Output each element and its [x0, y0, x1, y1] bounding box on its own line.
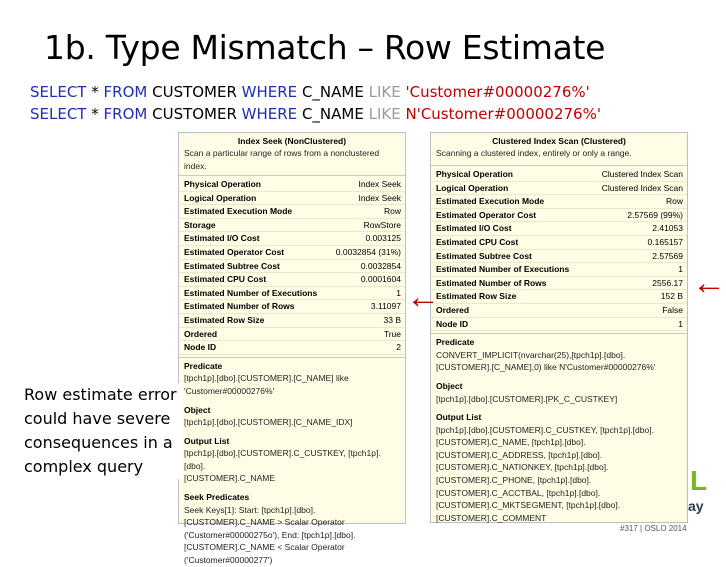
section-value: [CUSTOMER].C_NAME < Scalar Operator: [184, 542, 345, 553]
sql-star: *: [86, 83, 104, 101]
section-value: [CUSTOMER].C_NAME: [184, 473, 275, 484]
property-name: Physical Operation: [436, 169, 513, 179]
property-name: Storage: [184, 219, 216, 230]
property-name: Node ID: [436, 318, 469, 329]
index-seek-tooltip: [178, 132, 406, 566]
sql-column: C_NAME: [297, 83, 369, 101]
property-row: [179, 219, 405, 233]
property-value: 0.165157: [647, 236, 683, 247]
property-row: [431, 250, 687, 264]
sql-query-nvarchar: [30, 104, 601, 124]
section-value: Seek Keys[1]: Start: [tpch1p].[dbo].: [184, 504, 316, 515]
property-name: Estimated I/O Cost: [436, 223, 512, 234]
section-value: [tpch1p].[dbo].[CUSTOMER].[C_NAME] like: [184, 373, 349, 384]
section-value: [tpch1p].[dbo].[CUSTOMER].[C_NAME_IDX]: [184, 417, 353, 428]
property-row: [431, 209, 687, 223]
property-name: Estimated Operator Cost: [436, 209, 537, 220]
property-name: Estimated Row Size: [436, 291, 517, 302]
property-row: [431, 168, 687, 182]
clustered-index-scan-tooltip: [430, 132, 688, 523]
property-value: Row: [383, 206, 401, 217]
section-value: [tpch1p].[dbo].[CUSTOMER].[PK_C_CUSTKEY]: [436, 393, 618, 404]
section-value: [CUSTOMER].C_COMMENT: [436, 512, 547, 523]
property-value: 2.41053: [652, 223, 683, 234]
property-value: 2: [396, 342, 401, 353]
property-row: [179, 178, 405, 192]
property-name: Estimated Number of Executions: [184, 287, 318, 298]
divider: [431, 333, 687, 334]
property-list: [431, 168, 687, 331]
sql-keyword-like: LIKE: [368, 83, 401, 101]
sql-literal: 'Customer#00000276%': [400, 83, 590, 101]
property-name: Logical Operation: [436, 182, 509, 193]
property-row: [179, 232, 405, 246]
property-row: [431, 263, 687, 277]
section-value: [tpch1p].[dbo].[CUSTOMER].C_CUSTKEY, [tpch1p].[dbo].: [436, 424, 654, 435]
sql-keyword-where: WHERE: [241, 105, 298, 123]
property-row: [431, 290, 687, 304]
property-name: Estimated CPU Cost: [184, 274, 267, 285]
sql-literal: N'Customer#00000276%': [400, 105, 601, 123]
sql-keyword-from: FROM: [103, 105, 148, 123]
sql-table: CUSTOMER: [147, 83, 242, 101]
tooltip-description: Scanning a clustered index, entirely or only a range.: [436, 148, 632, 158]
slide-title: 1b. Type Mismatch – Row Estimate: [44, 28, 606, 67]
property-row: [179, 273, 405, 287]
property-value: True: [383, 328, 401, 339]
divider: [179, 175, 405, 176]
section-heading: Predicate: [436, 337, 475, 348]
property-row: [179, 328, 405, 342]
property-value: 1: [678, 318, 683, 329]
property-value: 0.0032854: [360, 260, 401, 271]
sql-keyword-select: SELECT: [30, 83, 87, 101]
property-value: 33 B: [383, 314, 401, 325]
section-value: [tpch1p].[dbo].[CUSTOMER].C_CUSTKEY, [tpch1p].[dbo].: [184, 448, 381, 471]
property-name: Estimated Number of Rows: [184, 301, 295, 312]
property-value: Index Seek: [358, 179, 401, 189]
section-heading: Predicate: [184, 360, 223, 371]
section-heading: Seek Predicates: [184, 492, 250, 503]
property-value: Index Seek: [358, 192, 401, 203]
detail-sections: [431, 336, 687, 524]
property-row: [179, 341, 405, 355]
property-row: [179, 205, 405, 219]
property-value: False: [662, 304, 683, 315]
tooltip-title: Index Seek (NonClustered): [237, 136, 347, 146]
property-value: Clustered Index Scan: [601, 169, 683, 179]
divider: [179, 357, 405, 358]
section-value: ('Customer#00000277'): [184, 555, 273, 566]
property-row: [431, 195, 687, 209]
property-name: Physical Operation: [184, 179, 261, 189]
section-heading: Output List: [436, 412, 482, 423]
detail-sections: [179, 360, 405, 567]
property-value: 152 B: [660, 291, 683, 302]
property-value: 1: [396, 287, 401, 298]
property-value: RowStore: [363, 219, 401, 230]
sql-star: *: [86, 105, 104, 123]
property-row: [179, 314, 405, 328]
sql-query-varchar: [30, 82, 590, 102]
section-value: CONVERT_IMPLICIT(nvarchar(25),[tpch1p].[dbo].: [436, 349, 626, 360]
section-value: [CUSTOMER].C_NAME > Scalar Operator: [184, 517, 345, 528]
property-value: 3.11097: [370, 301, 401, 312]
tooltip-title: Clustered Index Scan (Clustered): [492, 136, 626, 146]
section-value: [CUSTOMER].C_NATIONKEY, [tpch1p].[dbo].: [436, 462, 609, 473]
divider: [431, 165, 687, 166]
section-value: [CUSTOMER].C_MKTSEGMENT, [tpch1p].[dbo].: [436, 500, 621, 511]
sql-keyword-select: SELECT: [30, 105, 87, 123]
property-value: 0.003125: [365, 233, 401, 244]
property-row: [431, 277, 687, 291]
left-arrow-icon: ←: [692, 264, 726, 302]
section-value: [CUSTOMER].C_NAME, [tpch1p].[dbo].: [436, 437, 586, 448]
property-row: [431, 182, 687, 196]
property-name: Node ID: [184, 342, 217, 353]
property-name: Estimated Subtree Cost: [184, 260, 280, 271]
property-name: Ordered: [436, 304, 470, 315]
property-row: [431, 304, 687, 318]
property-name: Estimated I/O Cost: [184, 233, 260, 244]
section-value: [CUSTOMER].C_PHONE, [tpch1p].[dbo].: [436, 475, 592, 486]
row-estimate-note: Row estimate error could have severe consequences in a complex query: [22, 383, 182, 479]
property-value: 2556.17: [652, 277, 683, 288]
section-heading: Object: [184, 404, 211, 415]
property-row: [431, 318, 687, 332]
property-name: Estimated Row Size: [184, 314, 265, 325]
property-name: Estimated Number of Executions: [436, 264, 570, 275]
property-value: 1: [678, 264, 683, 275]
left-arrow-icon: ←: [406, 278, 440, 316]
section-heading: Output List: [184, 435, 230, 446]
property-value: Row: [665, 196, 683, 207]
property-row: [179, 287, 405, 301]
property-value: Clustered Index Scan: [601, 182, 683, 193]
property-value: 0.0032854 (31%): [335, 246, 401, 257]
section-heading: Object: [436, 380, 463, 391]
section-value: ('Customer#00000275o'), End: [tpch1p].[dbo].: [184, 529, 356, 540]
sql-keyword-from: FROM: [103, 83, 148, 101]
sql-column: C_NAME: [297, 105, 369, 123]
section-value: 'Customer#00000276%': [184, 385, 275, 396]
property-list: [179, 178, 405, 355]
property-row: [179, 192, 405, 206]
slide-footer: #317 | OSLO 2014: [620, 524, 687, 533]
section-value: [CUSTOMER].C_ADDRESS, [tpch1p].[dbo].: [436, 449, 603, 460]
sql-table: CUSTOMER: [147, 105, 242, 123]
property-name: Estimated Execution Mode: [436, 196, 545, 207]
property-name: Estimated Number of Rows: [436, 277, 547, 288]
tooltip-description: Scan a particular range of rows from a nonclustered index.: [184, 148, 380, 171]
section-value: [CUSTOMER].C_ACCTBAL, [tpch1p].[dbo].: [436, 487, 601, 498]
property-name: Estimated Operator Cost: [184, 246, 285, 257]
property-value: 0.0001604: [360, 274, 401, 285]
section-value: [CUSTOMER].[C_NAME],0) like N'Customer#00000276%': [436, 362, 656, 373]
property-row: [431, 222, 687, 236]
conference-logo-text: ay: [688, 498, 704, 514]
property-row: [179, 300, 405, 314]
property-name: Ordered: [184, 328, 218, 339]
sql-keyword-where: WHERE: [241, 83, 298, 101]
property-name: Estimated Execution Mode: [184, 206, 293, 217]
property-value: 2.57569 (99%): [627, 209, 683, 220]
conference-logo: L: [690, 465, 708, 496]
property-row: [179, 260, 405, 274]
property-name: Logical Operation: [184, 192, 257, 203]
property-value: 2.57569: [652, 250, 683, 261]
sql-keyword-like: LIKE: [368, 105, 401, 123]
property-row: [431, 236, 687, 250]
property-name: Estimated CPU Cost: [436, 236, 519, 247]
property-row: [179, 246, 405, 260]
property-name: Estimated Subtree Cost: [436, 250, 532, 261]
